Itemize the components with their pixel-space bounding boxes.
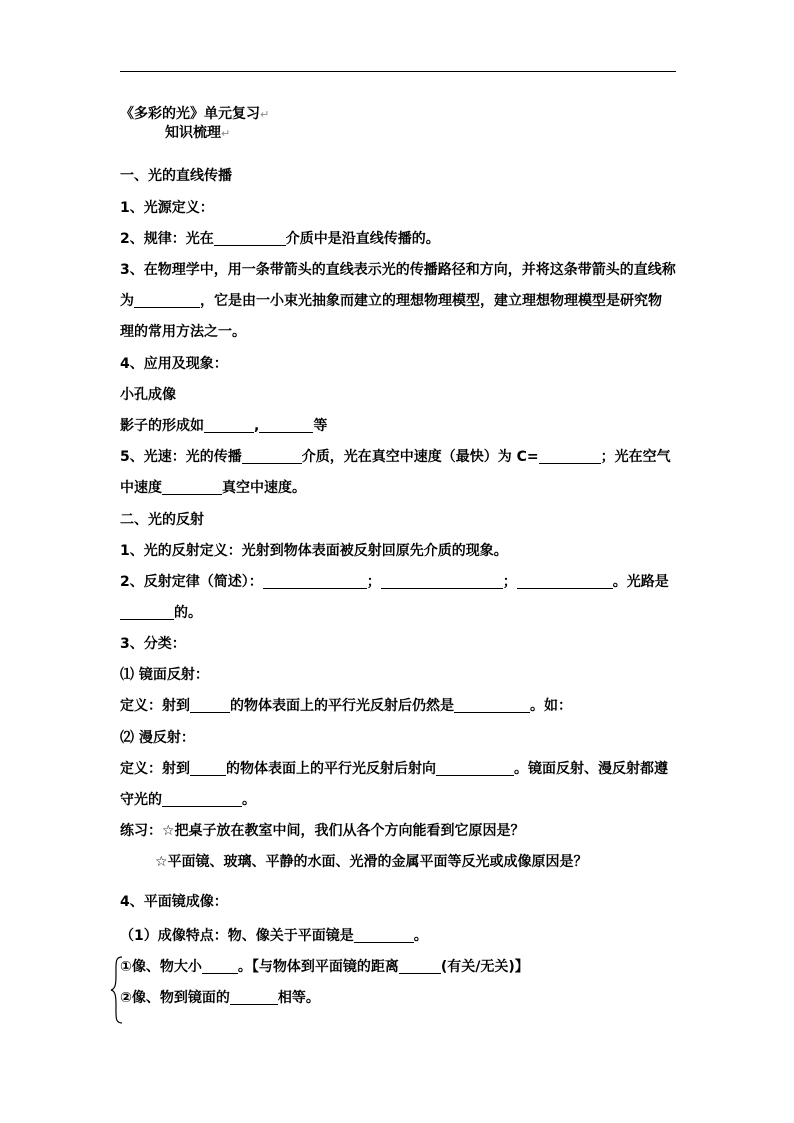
light-speed-line-2: 中速度 真空中速度。	[120, 480, 306, 496]
size-feature-line: ①像、物大小 。【与物体到平面镜的距离 (有关/无关)】	[120, 959, 529, 975]
light-source-definition: 1、光源定义：	[120, 200, 214, 216]
pinhole-imaging: 小孔成像	[120, 387, 176, 403]
fill-blank[interactable]	[436, 761, 514, 776]
fill-blank[interactable]	[454, 698, 530, 713]
fill-blank[interactable]	[381, 574, 503, 589]
light-ray-model-line-1: 3、在物理学中，用一条带箭头的直线表示光的传播路径和方向，并将这条带箭头的直线称	[120, 262, 676, 278]
exercise-line-1: 练习：☆把桌子放在教室中间，我们从各个方向能看到它原因是？	[120, 823, 525, 839]
fill-blank[interactable]	[399, 959, 441, 974]
distance-feature-line: ②像、物到镜面的 相等。	[120, 990, 320, 1006]
paragraph-mark-icon: ↵	[221, 127, 231, 140]
light-ray-model-line-2: 为 ，它是由一小束光抽象而建立的理想物理模型，建立理想物理模型是研究物	[120, 293, 662, 309]
fill-blank[interactable]	[134, 293, 200, 308]
specular-heading: ⑴ 镜面反射：	[120, 667, 209, 683]
section1-heading: 一、光的直线传播	[120, 168, 232, 184]
diffuse-heading: ⑵ 漫反射：	[120, 730, 195, 746]
diffuse-definition-line-2: 守光的 。	[120, 792, 256, 808]
fill-blank[interactable]	[259, 418, 313, 433]
reflection-law-line-2: 的。	[120, 603, 202, 623]
section2-heading: 二、光的反射	[120, 512, 204, 528]
propagation-rule-line: 2、规律：光在 介质中是沿直线传播的。	[120, 231, 440, 247]
fill-blank[interactable]	[190, 698, 230, 713]
fill-blank[interactable]	[214, 231, 286, 246]
fill-blank[interactable]	[162, 792, 242, 807]
light-ray-model-line-3: 理的常用方法之一。	[120, 324, 246, 340]
fill-blank[interactable]	[202, 959, 238, 974]
paragraph-mark-icon: ↵	[260, 108, 270, 121]
fill-blank[interactable]	[263, 574, 367, 589]
fill-blank[interactable]	[120, 605, 174, 620]
doc-title-line	[120, 104, 269, 125]
fill-blank[interactable]	[354, 928, 414, 943]
header-rule	[120, 71, 676, 72]
applications-heading: 4、应用及现象：	[120, 356, 228, 372]
fill-blank[interactable]	[204, 418, 254, 433]
fill-blank[interactable]	[517, 574, 613, 589]
plane-mirror-heading: 4、平面镜成像：	[120, 894, 228, 910]
doc-subtitle: 知识梳理	[165, 125, 221, 141]
fill-blank[interactable]	[230, 990, 278, 1005]
light-speed-line-1: 5、光速：光的传播 介质，光在真空中速度（最快）为 C= ；光在空气	[120, 449, 671, 465]
fill-blank[interactable]	[162, 480, 222, 495]
specular-definition-line: 定义：射到 的物体表面上的平行光反射后仍然是 。如：	[120, 698, 572, 714]
classification-heading: 3、分类：	[120, 636, 186, 652]
shadow-examples-line: 影子的形成如 , 等	[120, 418, 328, 434]
doc-subtitle-line	[165, 123, 230, 144]
fill-blank[interactable]	[190, 761, 226, 776]
diffuse-definition-line-1: 定义：射到 的物体表面上的平行光反射后射向 。镜面反射、漫反射都遵	[120, 761, 668, 777]
imaging-feature-line: （1）成像特点：物、像关于平面镜是 。	[120, 928, 428, 944]
exercise-line-2: ☆平面镜、玻璃、平静的水面、光滑的金属平面等反光或成像原因是？	[155, 854, 588, 870]
doc-title: 《多彩的光》单元复习	[120, 106, 260, 122]
fill-blank[interactable]	[242, 449, 302, 464]
fill-blank[interactable]	[539, 449, 601, 464]
reflection-definition: 1、光的反射定义：光射到物体表面被反射回原先介质的现象。	[120, 543, 508, 559]
reflection-law-line-1: 2、反射定律（简述）： ； ； 。光路是	[120, 574, 669, 590]
